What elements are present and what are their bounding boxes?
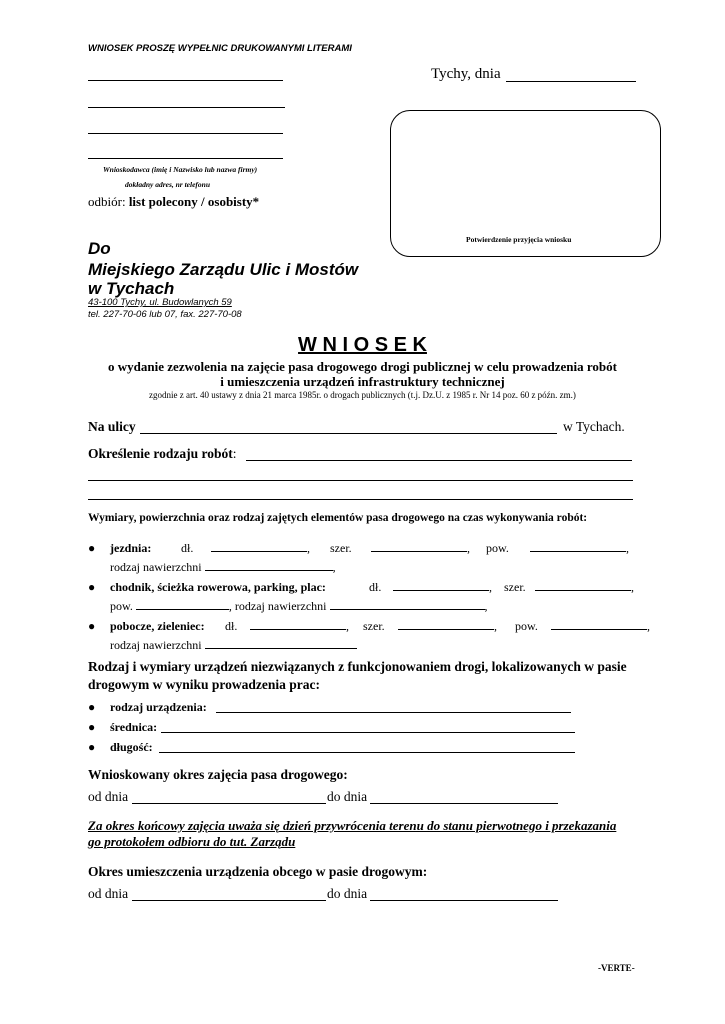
area-label: pow. bbox=[515, 619, 538, 633]
device-type-label: rodzaj urządzenia: bbox=[110, 700, 207, 714]
street-suffix: w Tychach. bbox=[563, 419, 625, 434]
devices-heading-2: drogowym w wyniku prowadzenia prac: bbox=[88, 677, 321, 692]
jezdnia-width-field[interactable] bbox=[371, 538, 467, 552]
jezdnia-row: ● jezdnia: dł. , szer. , pow. , bbox=[88, 538, 629, 556]
pickup-method bbox=[88, 194, 259, 210]
form-subtitle-1: o wydanie zezwolenia na zajęcie pasa drogowego drogi publicznej w celu prowadzenia robót bbox=[108, 359, 617, 374]
pobocze-surface-field[interactable] bbox=[205, 635, 357, 649]
length-label: dł. bbox=[225, 619, 238, 633]
device-diameter-row bbox=[88, 720, 157, 735]
applicant-caption: Wnioskodawca (imię i Nazwisko lub nazwa firmy) bbox=[103, 165, 258, 174]
chodnik-area-field[interactable] bbox=[136, 596, 229, 610]
area-label: pow. bbox=[110, 599, 133, 613]
form-title: W N I O S E K bbox=[298, 334, 427, 356]
chodnik-width-field[interactable] bbox=[535, 577, 631, 591]
addressee-name: Miejskiego Zarządu Ulic i Mostów bbox=[88, 260, 359, 279]
notice-line-2: go protokołem odbioru do tut. Zarządu bbox=[88, 834, 296, 849]
legal-basis: zgodnie z art. 40 ustawy z dnia 21 marca 1985r. o drogach publicznych (t.j. Dz.U. z 1985 r. Nr 14 poz. 60 z późn. zm.) bbox=[149, 390, 576, 400]
occupation-from-field[interactable] bbox=[132, 803, 326, 804]
surface-label: rodzaj nawierzchni bbox=[110, 560, 202, 574]
notice-line-1: Za okres końcowy zajęcia uważa się dzień przywrócenia terenu do stanu pierwotnego i przekazania bbox=[88, 818, 617, 833]
device-length-field[interactable] bbox=[159, 752, 575, 753]
pobocze-label: pobocze, zieleniec: bbox=[110, 619, 205, 633]
chodnik-label: chodnik, ścieżka rowerowa, parking, plac: bbox=[110, 580, 326, 594]
surface-label: rodzaj nawierzchni bbox=[110, 638, 202, 652]
street-label: Na ulicy bbox=[88, 419, 136, 434]
pobocze-width-field[interactable] bbox=[398, 616, 494, 630]
device-length-row bbox=[88, 740, 153, 755]
width-label: szer. bbox=[330, 541, 352, 555]
pobocze-row: ● pobocze, zieleniec: dł. , szer. , pow. , bbox=[88, 616, 650, 634]
jezdnia-label: jezdnia: bbox=[110, 541, 152, 555]
placement-from-label: od dnia bbox=[88, 886, 129, 901]
placement-to-field[interactable] bbox=[370, 900, 558, 901]
applicant-line-3[interactable] bbox=[88, 133, 283, 134]
addressee-address: 43-100 Tychy, ul. Budowlanych 59 bbox=[88, 297, 232, 308]
applicant-line-4[interactable] bbox=[88, 158, 283, 159]
bullet-icon: ● bbox=[88, 541, 96, 555]
surface-label: , rodzaj nawierzchni bbox=[228, 599, 327, 613]
area-label: pow. bbox=[486, 541, 509, 555]
applicant-line-1[interactable] bbox=[88, 80, 283, 81]
bullet-icon: ● bbox=[88, 720, 96, 734]
width-label: szer. bbox=[363, 619, 385, 633]
works-field-1[interactable] bbox=[246, 460, 632, 461]
works-field-2[interactable] bbox=[88, 480, 633, 481]
chodnik-surface-row: pow. , rodzaj nawierzchni , bbox=[110, 596, 488, 614]
pickup-label: odbiór: bbox=[88, 194, 126, 209]
pobocze-area-field[interactable] bbox=[551, 616, 647, 630]
bullet-icon: ● bbox=[88, 740, 96, 754]
works-field-3[interactable] bbox=[88, 499, 633, 500]
bullet-icon: ● bbox=[88, 700, 96, 714]
bullet-icon: ● bbox=[88, 580, 96, 594]
chodnik-row: ● chodnik, ścieżka rowerowa, parking, plac: dł. , szer. , bbox=[88, 577, 634, 595]
occupation-to-field[interactable] bbox=[370, 803, 558, 804]
occupation-to-label: do dnia bbox=[327, 789, 368, 804]
bullet-icon: ● bbox=[88, 619, 96, 633]
chodnik-length-field[interactable] bbox=[393, 577, 489, 591]
addressee-phones: tel. 227-70-06 lub 07, fax. 227-70-08 bbox=[88, 309, 242, 320]
placement-to-label: do dnia bbox=[327, 886, 368, 901]
device-diameter-field[interactable] bbox=[161, 732, 575, 733]
form-instruction: WNIOSEK PROSZĘ WYPEŁNIC DRUKOWANYMI LITERAMI bbox=[88, 43, 352, 54]
device-type-field[interactable] bbox=[216, 712, 571, 713]
date-field[interactable] bbox=[506, 81, 636, 82]
street-field[interactable] bbox=[140, 433, 557, 434]
placement-from-field[interactable] bbox=[132, 900, 326, 901]
length-label: dł. bbox=[369, 580, 382, 594]
addressee-city: w Tychach bbox=[88, 279, 175, 298]
devices-heading-1: Rodzaj i wymiary urządzeń niezwiązanych z funkcjonowaniem drogi, lokalizowanych w pasie bbox=[88, 659, 627, 674]
pobocze-length-field[interactable] bbox=[250, 616, 346, 630]
device-type-row bbox=[88, 700, 207, 715]
stamp-caption: Potwierdzenie przyjęcia wniosku bbox=[466, 235, 572, 244]
form-subtitle-2: i umieszczenia urządzeń infrastruktury technicznej bbox=[220, 374, 505, 389]
device-length-label: długość: bbox=[110, 740, 153, 754]
width-label: szer. bbox=[504, 580, 526, 594]
jezdnia-surface-field[interactable] bbox=[205, 557, 333, 571]
applicant-line-2[interactable] bbox=[88, 107, 285, 108]
length-label: dł. bbox=[181, 541, 194, 555]
pickup-options[interactable]: list polecony / osobisty* bbox=[128, 194, 260, 209]
device-diameter-label: średnica: bbox=[110, 720, 158, 734]
addressee-to: Do bbox=[88, 239, 111, 258]
verte-note: -VERTE- bbox=[598, 963, 635, 973]
jezdnia-surface-row: rodzaj nawierzchni , bbox=[110, 557, 336, 575]
jezdnia-area-field[interactable] bbox=[530, 538, 626, 552]
works-label: Określenie rodzaju robót: bbox=[88, 446, 237, 461]
pobocze-surface-row bbox=[110, 635, 357, 653]
chodnik-surface-field[interactable] bbox=[330, 596, 485, 610]
jezdnia-length-field[interactable] bbox=[211, 538, 307, 552]
dimensions-heading: Wymiary, powierzchnia oraz rodzaj zajętych elementów pasa drogowego na czas wykonywania robót: bbox=[88, 512, 588, 524]
placement-heading: Okres umieszczenia urządzenia obcego w pasie drogowym: bbox=[88, 864, 428, 879]
occupation-heading: Wnioskowany okres zajęcia pasa drogowego: bbox=[88, 767, 348, 782]
occupation-from-label: od dnia bbox=[88, 789, 129, 804]
place-date-label: Tychy, dnia bbox=[431, 66, 501, 82]
applicant-caption-address: dokładny adres, nr telefonu bbox=[125, 180, 211, 189]
